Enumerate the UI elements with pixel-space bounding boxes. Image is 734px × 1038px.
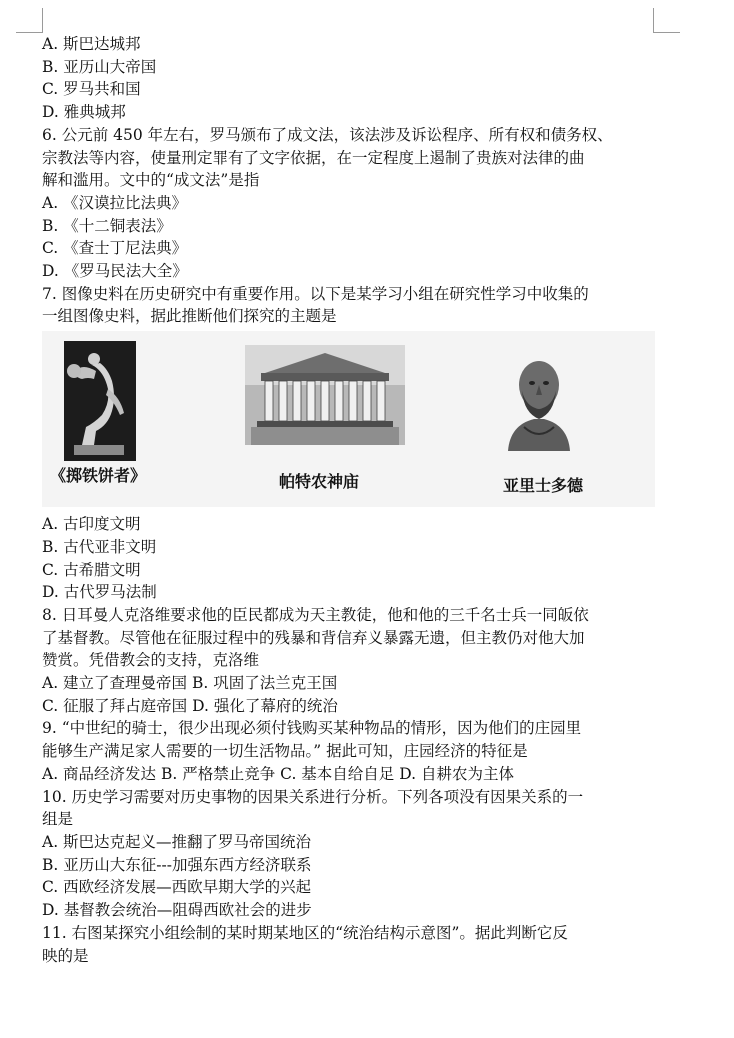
page-corner-mark-top-left (16, 8, 43, 33)
option: D. 雅典城邦 (42, 103, 126, 122)
question-8 (42, 604, 662, 718)
question-stem-line: 一组图像史料，据此推断他们探究的主题是 (42, 307, 337, 326)
question-7 (42, 283, 662, 604)
question-stem-line: 11. 右图某探究小组绘制的某时期某地区的“统治结构示意图”。据此判断它反 (42, 923, 568, 942)
aristotle-bust-icon (494, 351, 584, 456)
question-stem-line: 宗教法等内容，使量刑定罪有了文字依据，在一定程度上遏制了贵族对法律的曲 (42, 148, 585, 167)
option: B. 亚历山大帝国 (42, 57, 157, 76)
question-9 (42, 717, 662, 785)
option: D. 古代罗马法制 (42, 583, 157, 602)
question-stem-line: 6. 公元前 450 年左右，罗马颁布了成文法，该法涉及诉讼程序、所有权和债务权、 (42, 125, 613, 144)
parthenon-temple-icon (245, 345, 405, 445)
option: A. 建立了查理曼帝国 B. 巩固了法兰克王国 (42, 674, 338, 693)
option: A. 《汉谟拉比法典》 (42, 193, 188, 212)
discobolus-statue-icon (64, 341, 136, 461)
option: A. 斯巴达克起义—推翻了罗马帝国统治 (42, 832, 312, 851)
question-stem-line: 赞赏。凭借教会的支持，克洛维 (42, 651, 260, 670)
option: B. 《十二铜表法》 (42, 216, 172, 235)
option: C. 古希腊文明 (42, 560, 141, 579)
question-11 (42, 922, 662, 967)
option: C. 西欧经济发展—西欧早期大学的兴起 (42, 878, 312, 897)
option: C. 《查士丁尼法典》 (42, 239, 188, 258)
question-stem-line: 解和滥用。文中的“成文法”是指 (42, 171, 260, 190)
option: A. 商品经济发达 B. 严格禁止竞争 C. 基本自给自足 D. 自耕农为主体 (42, 764, 514, 783)
question-stem-line: 映的是 (42, 946, 89, 965)
question-stem-line: 8. 日耳曼人克洛维要求他的臣民都成为天主教徒，他和他的三千名士兵一同皈依 (42, 605, 589, 624)
image-caption: 《掷铁饼者》 (50, 466, 147, 486)
image-caption: 亚里士多德 (503, 476, 584, 496)
option: B. 古代亚非文明 (42, 537, 157, 556)
option: B. 亚历山大东征---加强东西方经济联系 (42, 855, 312, 874)
document-body (42, 33, 662, 967)
option: D. 基督教会统治—阻碍西欧社会的进步 (42, 901, 312, 920)
question-stem-line: 能够生产满足家人需要的一切生活物品。” 据此可知，庄园经济的特征是 (42, 742, 528, 761)
page-corner-mark-top-right (653, 8, 680, 33)
q5-options (42, 33, 662, 124)
question-6 (42, 124, 662, 283)
question-stem-line: 7. 图像史料在历史研究中有重要作用。以下是某学习小组在研究性学习中收集的 (42, 284, 589, 303)
question-stem-line: 了基督教。尽管他在征服过程中的残暴和背信弃义暴露无遗，但主教仍对他大加 (42, 628, 585, 647)
image-caption: 帕特农神庙 (279, 472, 360, 492)
question-stem-line: 10. 历史学习需要对历史事物的因果关系进行分析。下列各项没有因果关系的一 (42, 787, 584, 806)
option: A. 斯巴达城邦 (42, 35, 141, 53)
question-10 (42, 786, 662, 922)
image-sources-figure (42, 331, 655, 507)
question-stem-line: 组是 (42, 810, 74, 829)
option: C. 罗马共和国 (42, 80, 141, 99)
option: D. 《罗马民法大全》 (42, 262, 188, 281)
option: C. 征服了拜占庭帝国 D. 强化了幕府的统治 (42, 696, 338, 715)
question-stem-line: 9. “中世纪的骑士，很少出现必须付钱购买某种物品的情形，因为他们的庄园里 (42, 719, 582, 738)
option: A. 古印度文明 (42, 515, 141, 534)
